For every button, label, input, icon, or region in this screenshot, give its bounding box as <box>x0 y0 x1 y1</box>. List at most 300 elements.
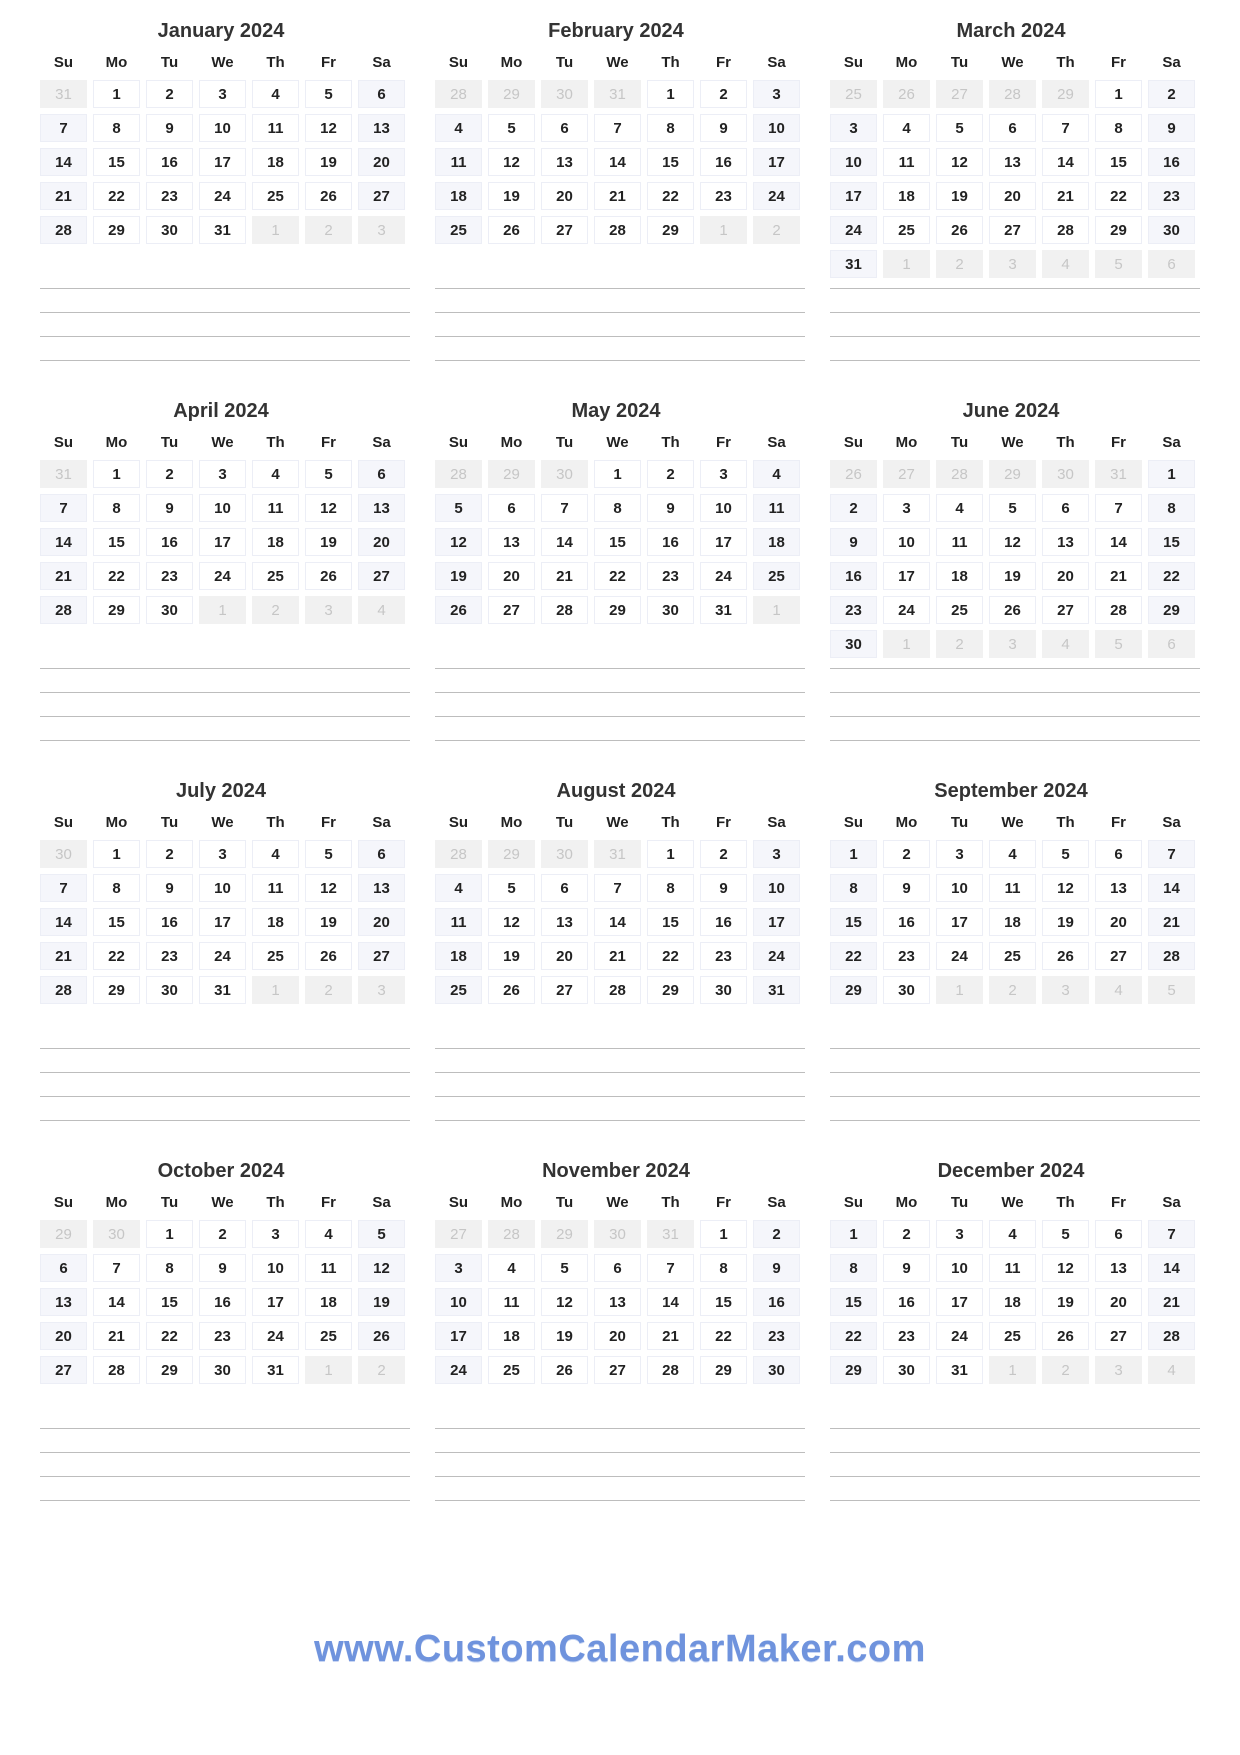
day-cell[interactable]: 7 <box>40 874 87 902</box>
day-cell[interactable]: 3 <box>753 840 800 868</box>
adjacent-month-day-cell[interactable]: 30 <box>541 840 588 868</box>
adjacent-month-day-cell[interactable]: 27 <box>883 460 930 488</box>
day-cell[interactable]: 13 <box>358 874 405 902</box>
day-cell[interactable]: 14 <box>594 908 641 936</box>
adjacent-month-day-cell[interactable]: 1 <box>199 596 246 624</box>
day-cell[interactable]: 4 <box>936 494 983 522</box>
day-cell[interactable]: 29 <box>700 1356 747 1384</box>
day-cell[interactable]: 3 <box>199 840 246 868</box>
day-cell[interactable]: 12 <box>541 1288 588 1316</box>
day-cell[interactable]: 8 <box>1148 494 1195 522</box>
day-cell[interactable]: 7 <box>1042 114 1089 142</box>
day-cell[interactable]: 1 <box>146 1220 193 1248</box>
adjacent-month-day-cell[interactable]: 5 <box>1148 976 1195 1004</box>
adjacent-month-day-cell[interactable]: 26 <box>830 460 877 488</box>
adjacent-month-day-cell[interactable]: 30 <box>594 1220 641 1248</box>
day-cell[interactable]: 21 <box>40 182 87 210</box>
day-cell[interactable]: 24 <box>753 182 800 210</box>
day-cell[interactable]: 29 <box>830 976 877 1004</box>
day-cell[interactable]: 24 <box>700 562 747 590</box>
day-cell[interactable]: 3 <box>936 1220 983 1248</box>
adjacent-month-day-cell[interactable]: 29 <box>989 460 1036 488</box>
day-cell[interactable]: 2 <box>883 840 930 868</box>
day-cell[interactable]: 30 <box>647 596 694 624</box>
day-cell[interactable]: 29 <box>93 976 140 1004</box>
day-cell[interactable]: 25 <box>252 562 299 590</box>
day-cell[interactable]: 22 <box>700 1322 747 1350</box>
day-cell[interactable]: 16 <box>146 528 193 556</box>
day-cell[interactable]: 14 <box>1148 874 1195 902</box>
day-cell[interactable]: 7 <box>1095 494 1142 522</box>
day-cell[interactable]: 12 <box>488 148 535 176</box>
day-cell[interactable]: 1 <box>647 80 694 108</box>
day-cell[interactable]: 10 <box>936 874 983 902</box>
day-cell[interactable]: 9 <box>753 1254 800 1282</box>
day-cell[interactable]: 21 <box>541 562 588 590</box>
day-cell[interactable]: 12 <box>1042 874 1089 902</box>
day-cell[interactable]: 27 <box>358 562 405 590</box>
day-cell[interactable]: 14 <box>1148 1254 1195 1282</box>
day-cell[interactable]: 27 <box>40 1356 87 1384</box>
adjacent-month-day-cell[interactable]: 4 <box>1042 250 1089 278</box>
day-cell[interactable]: 26 <box>305 942 352 970</box>
day-cell[interactable]: 3 <box>830 114 877 142</box>
adjacent-month-day-cell[interactable]: 4 <box>1042 630 1089 658</box>
adjacent-month-day-cell[interactable]: 1 <box>989 1356 1036 1384</box>
adjacent-month-day-cell[interactable]: 5 <box>1095 250 1142 278</box>
note-line[interactable] <box>40 337 410 361</box>
day-cell[interactable]: 2 <box>830 494 877 522</box>
day-cell[interactable]: 5 <box>435 494 482 522</box>
day-cell[interactable]: 28 <box>1148 942 1195 970</box>
adjacent-month-day-cell[interactable]: 6 <box>1148 250 1195 278</box>
day-cell[interactable]: 21 <box>1148 1288 1195 1316</box>
day-cell[interactable]: 11 <box>883 148 930 176</box>
day-cell[interactable]: 18 <box>305 1288 352 1316</box>
day-cell[interactable]: 21 <box>93 1322 140 1350</box>
day-cell[interactable]: 4 <box>252 460 299 488</box>
day-cell[interactable]: 12 <box>305 494 352 522</box>
note-line[interactable] <box>40 289 410 313</box>
day-cell[interactable]: 2 <box>700 840 747 868</box>
day-cell[interactable]: 17 <box>435 1322 482 1350</box>
day-cell[interactable]: 30 <box>1148 216 1195 244</box>
day-cell[interactable]: 10 <box>936 1254 983 1282</box>
note-line[interactable] <box>435 669 805 693</box>
day-cell[interactable]: 19 <box>305 528 352 556</box>
day-cell[interactable]: 6 <box>1042 494 1089 522</box>
day-cell[interactable]: 1 <box>93 840 140 868</box>
adjacent-month-day-cell[interactable]: 28 <box>989 80 1036 108</box>
day-cell[interactable]: 9 <box>700 114 747 142</box>
day-cell[interactable]: 15 <box>700 1288 747 1316</box>
note-line[interactable] <box>40 1477 410 1501</box>
day-cell[interactable]: 17 <box>199 148 246 176</box>
adjacent-month-day-cell[interactable]: 3 <box>1042 976 1089 1004</box>
note-line[interactable] <box>40 717 410 741</box>
note-line[interactable] <box>830 669 1200 693</box>
day-cell[interactable]: 13 <box>594 1288 641 1316</box>
adjacent-month-day-cell[interactable]: 3 <box>1095 1356 1142 1384</box>
adjacent-month-day-cell[interactable]: 1 <box>252 976 299 1004</box>
day-cell[interactable]: 17 <box>199 908 246 936</box>
day-cell[interactable]: 2 <box>1148 80 1195 108</box>
adjacent-month-day-cell[interactable]: 31 <box>1095 460 1142 488</box>
day-cell[interactable]: 30 <box>883 1356 930 1384</box>
adjacent-month-day-cell[interactable]: 2 <box>358 1356 405 1384</box>
day-cell[interactable]: 22 <box>93 182 140 210</box>
day-cell[interactable]: 18 <box>252 908 299 936</box>
day-cell[interactable]: 24 <box>435 1356 482 1384</box>
day-cell[interactable]: 27 <box>541 216 588 244</box>
day-cell[interactable]: 5 <box>1042 1220 1089 1248</box>
day-cell[interactable]: 24 <box>199 942 246 970</box>
day-cell[interactable]: 27 <box>989 216 1036 244</box>
day-cell[interactable]: 2 <box>883 1220 930 1248</box>
day-cell[interactable]: 4 <box>305 1220 352 1248</box>
day-cell[interactable]: 20 <box>989 182 1036 210</box>
adjacent-month-day-cell[interactable]: 26 <box>883 80 930 108</box>
day-cell[interactable]: 13 <box>358 494 405 522</box>
note-line[interactable] <box>40 1073 410 1097</box>
day-cell[interactable]: 23 <box>830 596 877 624</box>
day-cell[interactable]: 8 <box>93 494 140 522</box>
day-cell[interactable]: 16 <box>1148 148 1195 176</box>
day-cell[interactable]: 3 <box>199 80 246 108</box>
day-cell[interactable]: 4 <box>989 1220 1036 1248</box>
day-cell[interactable]: 15 <box>647 148 694 176</box>
day-cell[interactable]: 29 <box>1095 216 1142 244</box>
day-cell[interactable]: 9 <box>199 1254 246 1282</box>
adjacent-month-day-cell[interactable]: 30 <box>541 460 588 488</box>
day-cell[interactable]: 6 <box>40 1254 87 1282</box>
day-cell[interactable]: 4 <box>252 80 299 108</box>
day-cell[interactable]: 5 <box>488 114 535 142</box>
day-cell[interactable]: 25 <box>252 182 299 210</box>
adjacent-month-day-cell[interactable]: 2 <box>305 976 352 1004</box>
day-cell[interactable]: 14 <box>541 528 588 556</box>
day-cell[interactable]: 20 <box>541 942 588 970</box>
day-cell[interactable]: 28 <box>541 596 588 624</box>
day-cell[interactable]: 11 <box>989 1254 1036 1282</box>
day-cell[interactable]: 17 <box>700 528 747 556</box>
note-line[interactable] <box>40 693 410 717</box>
day-cell[interactable]: 31 <box>252 1356 299 1384</box>
adjacent-month-day-cell[interactable]: 6 <box>1148 630 1195 658</box>
day-cell[interactable]: 16 <box>753 1288 800 1316</box>
day-cell[interactable]: 3 <box>753 80 800 108</box>
day-cell[interactable]: 31 <box>936 1356 983 1384</box>
day-cell[interactable]: 6 <box>358 840 405 868</box>
day-cell[interactable]: 14 <box>1042 148 1089 176</box>
adjacent-month-day-cell[interactable]: 28 <box>435 80 482 108</box>
adjacent-month-day-cell[interactable]: 29 <box>1042 80 1089 108</box>
day-cell[interactable]: 3 <box>252 1220 299 1248</box>
day-cell[interactable]: 13 <box>488 528 535 556</box>
note-line[interactable] <box>830 693 1200 717</box>
day-cell[interactable]: 6 <box>989 114 1036 142</box>
adjacent-month-day-cell[interactable]: 29 <box>541 1220 588 1248</box>
day-cell[interactable]: 23 <box>700 182 747 210</box>
day-cell[interactable]: 20 <box>358 908 405 936</box>
day-cell[interactable]: 19 <box>541 1322 588 1350</box>
day-cell[interactable]: 3 <box>883 494 930 522</box>
day-cell[interactable]: 27 <box>358 182 405 210</box>
day-cell[interactable]: 26 <box>488 216 535 244</box>
day-cell[interactable]: 7 <box>40 494 87 522</box>
adjacent-month-day-cell[interactable]: 29 <box>488 840 535 868</box>
day-cell[interactable]: 8 <box>700 1254 747 1282</box>
day-cell[interactable]: 14 <box>647 1288 694 1316</box>
day-cell[interactable]: 15 <box>146 1288 193 1316</box>
day-cell[interactable]: 6 <box>541 114 588 142</box>
day-cell[interactable]: 31 <box>199 976 246 1004</box>
day-cell[interactable]: 28 <box>1095 596 1142 624</box>
day-cell[interactable]: 20 <box>1095 908 1142 936</box>
day-cell[interactable]: 19 <box>1042 1288 1089 1316</box>
day-cell[interactable]: 8 <box>594 494 641 522</box>
note-line[interactable] <box>40 669 410 693</box>
day-cell[interactable]: 24 <box>252 1322 299 1350</box>
day-cell[interactable]: 18 <box>936 562 983 590</box>
day-cell[interactable]: 11 <box>989 874 1036 902</box>
day-cell[interactable]: 2 <box>146 460 193 488</box>
day-cell[interactable]: 25 <box>435 216 482 244</box>
day-cell[interactable]: 29 <box>647 976 694 1004</box>
adjacent-month-day-cell[interactable]: 5 <box>1095 630 1142 658</box>
day-cell[interactable]: 16 <box>647 528 694 556</box>
day-cell[interactable]: 19 <box>936 182 983 210</box>
day-cell[interactable]: 1 <box>830 1220 877 1248</box>
day-cell[interactable]: 16 <box>883 908 930 936</box>
day-cell[interactable]: 3 <box>700 460 747 488</box>
day-cell[interactable]: 10 <box>435 1288 482 1316</box>
day-cell[interactable]: 30 <box>700 976 747 1004</box>
day-cell[interactable]: 20 <box>1095 1288 1142 1316</box>
note-line[interactable] <box>830 1073 1200 1097</box>
note-line[interactable] <box>40 1429 410 1453</box>
day-cell[interactable]: 30 <box>146 976 193 1004</box>
day-cell[interactable]: 16 <box>199 1288 246 1316</box>
day-cell[interactable]: 21 <box>1042 182 1089 210</box>
adjacent-month-day-cell[interactable]: 28 <box>435 460 482 488</box>
day-cell[interactable]: 14 <box>93 1288 140 1316</box>
day-cell[interactable]: 23 <box>146 942 193 970</box>
day-cell[interactable]: 23 <box>883 1322 930 1350</box>
adjacent-month-day-cell[interactable]: 2 <box>1042 1356 1089 1384</box>
day-cell[interactable]: 23 <box>199 1322 246 1350</box>
note-line[interactable] <box>435 1073 805 1097</box>
day-cell[interactable]: 31 <box>830 250 877 278</box>
day-cell[interactable]: 5 <box>989 494 1036 522</box>
day-cell[interactable]: 20 <box>594 1322 641 1350</box>
day-cell[interactable]: 10 <box>883 528 930 556</box>
note-line[interactable] <box>435 1477 805 1501</box>
day-cell[interactable]: 2 <box>199 1220 246 1248</box>
day-cell[interactable]: 25 <box>252 942 299 970</box>
note-line[interactable] <box>830 1049 1200 1073</box>
day-cell[interactable]: 8 <box>647 114 694 142</box>
day-cell[interactable]: 22 <box>93 562 140 590</box>
day-cell[interactable]: 29 <box>647 216 694 244</box>
day-cell[interactable]: 9 <box>1148 114 1195 142</box>
day-cell[interactable]: 18 <box>252 528 299 556</box>
day-cell[interactable]: 25 <box>753 562 800 590</box>
day-cell[interactable]: 21 <box>647 1322 694 1350</box>
note-line[interactable] <box>830 289 1200 313</box>
footer-website-url[interactable]: www.CustomCalendarMaker.com <box>314 1628 926 1670</box>
day-cell[interactable]: 7 <box>594 114 641 142</box>
day-cell[interactable]: 10 <box>753 114 800 142</box>
day-cell[interactable]: 14 <box>40 148 87 176</box>
day-cell[interactable]: 10 <box>199 114 246 142</box>
day-cell[interactable]: 9 <box>883 874 930 902</box>
day-cell[interactable]: 30 <box>146 596 193 624</box>
day-cell[interactable]: 19 <box>305 148 352 176</box>
day-cell[interactable]: 30 <box>199 1356 246 1384</box>
note-line[interactable] <box>435 1429 805 1453</box>
day-cell[interactable]: 29 <box>1148 596 1195 624</box>
day-cell[interactable]: 11 <box>435 908 482 936</box>
note-line[interactable] <box>40 313 410 337</box>
note-line[interactable] <box>435 1097 805 1121</box>
day-cell[interactable]: 15 <box>1095 148 1142 176</box>
day-cell[interactable]: 18 <box>753 528 800 556</box>
adjacent-month-day-cell[interactable]: 4 <box>1095 976 1142 1004</box>
note-line[interactable] <box>435 289 805 313</box>
day-cell[interactable]: 6 <box>1095 1220 1142 1248</box>
day-cell[interactable]: 16 <box>146 908 193 936</box>
day-cell[interactable]: 23 <box>883 942 930 970</box>
day-cell[interactable]: 12 <box>936 148 983 176</box>
day-cell[interactable]: 28 <box>40 976 87 1004</box>
day-cell[interactable]: 28 <box>40 216 87 244</box>
day-cell[interactable]: 11 <box>753 494 800 522</box>
day-cell[interactable]: 9 <box>146 874 193 902</box>
day-cell[interactable]: 27 <box>541 976 588 1004</box>
day-cell[interactable]: 5 <box>1042 840 1089 868</box>
day-cell[interactable]: 2 <box>753 1220 800 1248</box>
adjacent-month-day-cell[interactable]: 3 <box>358 216 405 244</box>
day-cell[interactable]: 6 <box>358 80 405 108</box>
day-cell[interactable]: 19 <box>989 562 1036 590</box>
day-cell[interactable]: 6 <box>358 460 405 488</box>
day-cell[interactable]: 29 <box>594 596 641 624</box>
day-cell[interactable]: 31 <box>700 596 747 624</box>
day-cell[interactable]: 24 <box>199 562 246 590</box>
day-cell[interactable]: 29 <box>146 1356 193 1384</box>
day-cell[interactable]: 23 <box>700 942 747 970</box>
day-cell[interactable]: 11 <box>252 114 299 142</box>
day-cell[interactable]: 27 <box>1042 596 1089 624</box>
day-cell[interactable]: 17 <box>252 1288 299 1316</box>
day-cell[interactable]: 24 <box>936 1322 983 1350</box>
day-cell[interactable]: 23 <box>753 1322 800 1350</box>
day-cell[interactable]: 26 <box>1042 942 1089 970</box>
day-cell[interactable]: 15 <box>1148 528 1195 556</box>
adjacent-month-day-cell[interactable]: 31 <box>594 80 641 108</box>
day-cell[interactable]: 1 <box>1095 80 1142 108</box>
day-cell[interactable]: 22 <box>830 942 877 970</box>
day-cell[interactable]: 14 <box>40 908 87 936</box>
day-cell[interactable]: 31 <box>199 216 246 244</box>
day-cell[interactable]: 27 <box>488 596 535 624</box>
day-cell[interactable]: 17 <box>753 908 800 936</box>
day-cell[interactable]: 17 <box>936 908 983 936</box>
note-line[interactable] <box>830 1097 1200 1121</box>
adjacent-month-day-cell[interactable]: 2 <box>989 976 1036 1004</box>
day-cell[interactable]: 4 <box>753 460 800 488</box>
adjacent-month-day-cell[interactable]: 1 <box>883 250 930 278</box>
adjacent-month-day-cell[interactable]: 27 <box>936 80 983 108</box>
day-cell[interactable]: 19 <box>358 1288 405 1316</box>
day-cell[interactable]: 13 <box>541 148 588 176</box>
day-cell[interactable]: 27 <box>594 1356 641 1384</box>
day-cell[interactable]: 7 <box>594 874 641 902</box>
day-cell[interactable]: 25 <box>989 942 1036 970</box>
day-cell[interactable]: 26 <box>541 1356 588 1384</box>
day-cell[interactable]: 8 <box>1095 114 1142 142</box>
day-cell[interactable]: 27 <box>358 942 405 970</box>
day-cell[interactable]: 6 <box>541 874 588 902</box>
adjacent-month-day-cell[interactable]: 29 <box>488 460 535 488</box>
day-cell[interactable]: 5 <box>488 874 535 902</box>
day-cell[interactable]: 1 <box>93 460 140 488</box>
day-cell[interactable]: 23 <box>1148 182 1195 210</box>
day-cell[interactable]: 13 <box>1042 528 1089 556</box>
day-cell[interactable]: 10 <box>199 874 246 902</box>
adjacent-month-day-cell[interactable]: 31 <box>647 1220 694 1248</box>
adjacent-month-day-cell[interactable]: 1 <box>753 596 800 624</box>
day-cell[interactable]: 28 <box>647 1356 694 1384</box>
day-cell[interactable]: 10 <box>753 874 800 902</box>
day-cell[interactable]: 22 <box>594 562 641 590</box>
day-cell[interactable]: 21 <box>40 562 87 590</box>
adjacent-month-day-cell[interactable]: 30 <box>93 1220 140 1248</box>
adjacent-month-day-cell[interactable]: 31 <box>594 840 641 868</box>
day-cell[interactable]: 15 <box>594 528 641 556</box>
day-cell[interactable]: 21 <box>1095 562 1142 590</box>
day-cell[interactable]: 10 <box>700 494 747 522</box>
day-cell[interactable]: 28 <box>594 976 641 1004</box>
day-cell[interactable]: 6 <box>1095 840 1142 868</box>
day-cell[interactable]: 12 <box>989 528 1036 556</box>
adjacent-month-day-cell[interactable]: 3 <box>989 250 1036 278</box>
day-cell[interactable]: 11 <box>252 494 299 522</box>
day-cell[interactable]: 28 <box>1042 216 1089 244</box>
day-cell[interactable]: 8 <box>647 874 694 902</box>
adjacent-month-day-cell[interactable]: 1 <box>883 630 930 658</box>
day-cell[interactable]: 18 <box>989 908 1036 936</box>
day-cell[interactable]: 7 <box>93 1254 140 1282</box>
adjacent-month-day-cell[interactable]: 2 <box>252 596 299 624</box>
day-cell[interactable]: 14 <box>1095 528 1142 556</box>
day-cell[interactable]: 1 <box>1148 460 1195 488</box>
day-cell[interactable]: 27 <box>1095 1322 1142 1350</box>
day-cell[interactable]: 3 <box>936 840 983 868</box>
day-cell[interactable]: 22 <box>1148 562 1195 590</box>
day-cell[interactable]: 11 <box>488 1288 535 1316</box>
day-cell[interactable]: 18 <box>435 942 482 970</box>
day-cell[interactable]: 30 <box>753 1356 800 1384</box>
day-cell[interactable]: 29 <box>93 596 140 624</box>
day-cell[interactable]: 10 <box>252 1254 299 1282</box>
day-cell[interactable]: 12 <box>305 874 352 902</box>
adjacent-month-day-cell[interactable]: 2 <box>936 250 983 278</box>
day-cell[interactable]: 16 <box>146 148 193 176</box>
day-cell[interactable]: 15 <box>93 908 140 936</box>
day-cell[interactable]: 15 <box>830 1288 877 1316</box>
